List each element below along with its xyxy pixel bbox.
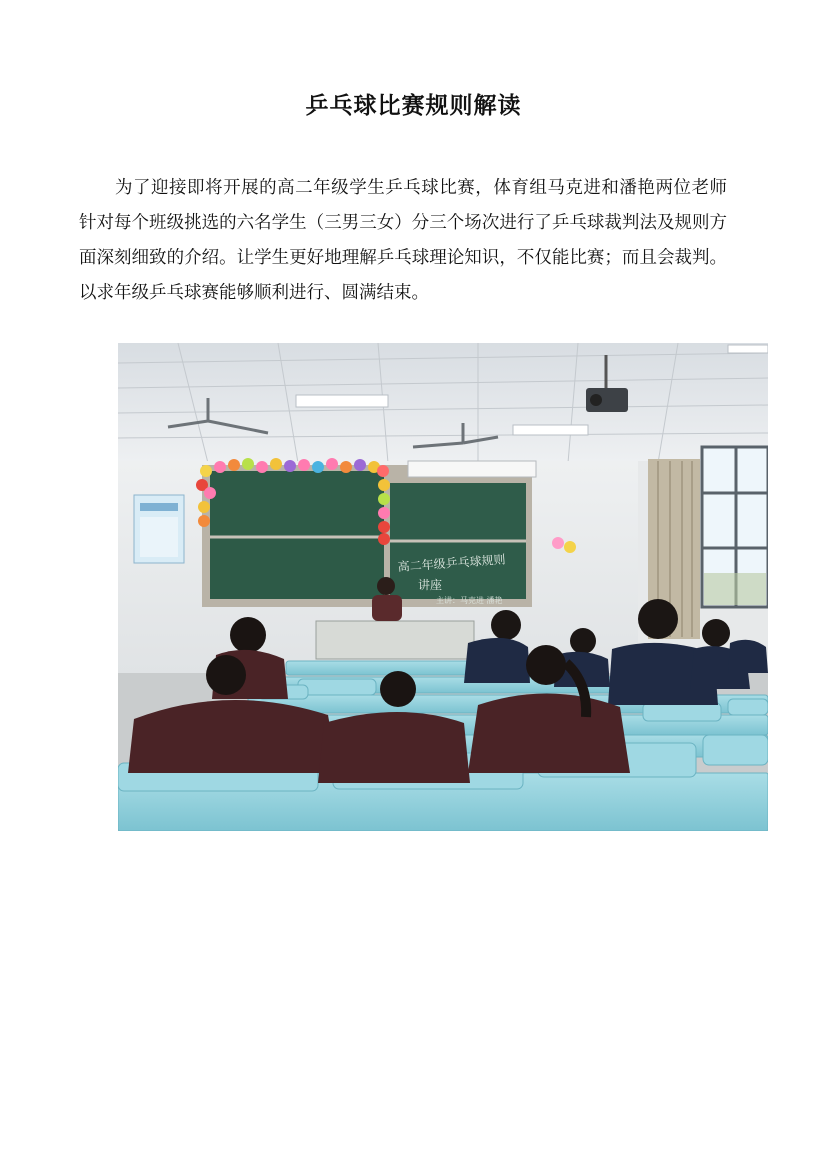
board-text: 高二年级乒乓球规则 xyxy=(397,552,506,574)
board-text: 主讲：马克进 潘艳 xyxy=(436,596,503,605)
chalkboard-left xyxy=(210,471,384,599)
ceiling-light xyxy=(296,395,388,407)
teacher-head xyxy=(377,577,395,595)
air-conditioner xyxy=(408,461,536,477)
teacher xyxy=(372,595,402,621)
ceiling-light xyxy=(513,425,588,435)
board-text: 讲座 xyxy=(418,578,443,592)
document-title: 乒乓球比赛规则解读 xyxy=(305,93,522,119)
classroom-photo xyxy=(118,343,768,831)
podium xyxy=(316,621,474,659)
document-paragraph: 为了迎接即将开展的高二年级学生乒乓球比赛，体育组马克进和潘艳两位老师针对每个班级挑选的六名学生（三男三女）分三个场次进行了乒乓球裁判法及规则方面深刻细致的介绍。让学生更好地理解乒乓球理论知识，不仅能比赛；而且会裁判。以求年级乒乓球赛能够顺利进行、圆满结束。 xyxy=(79,178,727,303)
ceiling-light xyxy=(728,345,768,353)
